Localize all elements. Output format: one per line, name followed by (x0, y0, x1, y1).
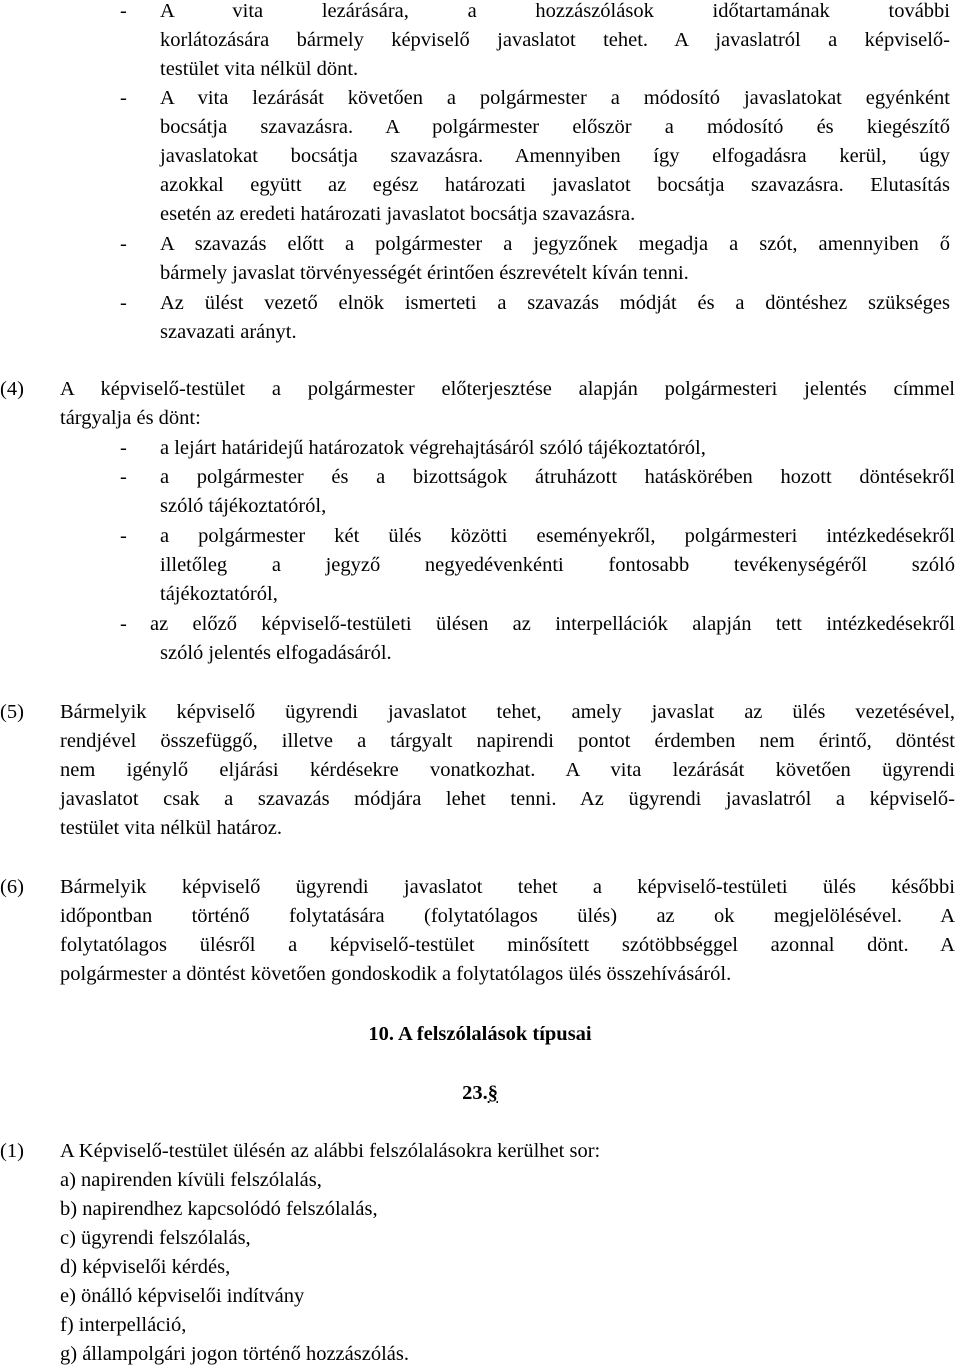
text-line: bocsátja szavazásra. A polgármester először a módosító és kiegészítő (160, 116, 950, 138)
list-item: d) képviselői kérdés, (60, 1256, 231, 1278)
paragraph-number: (5) (0, 701, 24, 723)
list-dash: - (120, 233, 127, 255)
text-line: szóló jelentés elfogadásáról. (160, 642, 392, 664)
text-line: javaslatokat bocsátja szavazásra. Amennyiben így elfogadásra kerül, úgy (160, 145, 950, 167)
text-line: szavazati arányt. (160, 321, 297, 343)
list-dash: - (120, 0, 127, 22)
list-item: a) napirenden kívüli felszólalás, (60, 1169, 322, 1191)
text-line: Bármelyik képviselő ügyrendi javaslatot tehet a képviselő-testületi ülés későbbi (60, 876, 955, 898)
section-number (0, 1079, 960, 1108)
text-line: illetőleg a jegyző negyedévenkénti fontosabb tevékenységéről szóló (160, 554, 955, 576)
text-line: polgármester a döntést követően gondoskodik a folytatólagos ülés összehívásáról. (60, 963, 732, 985)
text-line: a polgármester és a bizottságok átruházott hatáskörében hozott döntésekről (160, 466, 955, 488)
text-line: A képviselő-testület a polgármester előterjesztése alapján polgármesteri jelentés címmel (60, 378, 955, 400)
text-line: Bármelyik képviselő ügyrendi javaslatot tehet, amely javaslat az ülés vezetésével, (60, 701, 955, 723)
section-number-text: 23. (462, 1082, 488, 1104)
text-line: a polgármester két ülés közötti eseményekről, polgármesteri intézkedésekről (160, 525, 955, 547)
list-item: f) interpelláció, (60, 1314, 187, 1336)
list-item: b) napirendhez kapcsolódó felszólalás, (60, 1198, 378, 1220)
list-dash: - (120, 87, 127, 109)
text-line: azokkal együtt az egész határozati javaslatot bocsátja szavazásra. Elutasítás (160, 174, 950, 196)
text-line: javaslatot csak a szavazás módjára lehet tenni. Az ügyrendi javaslatról a képviselő- (60, 788, 955, 810)
paragraph-number: (6) (0, 876, 24, 898)
text-line: nem igénylő eljárási kérdésekre vonatkozhat. A vita lezárását követően ügyrendi (60, 759, 955, 781)
text-line: szóló tájékoztatóról, (160, 495, 327, 517)
text-line: A Képviselő-testület ülésén az alábbi felszólalásokra kerülhet sor: (60, 1140, 601, 1162)
text-line: időpontban történő folytatására (folytatólagos ülés) az ok megjelölésével. A (60, 905, 955, 927)
text-line: korlátozására bármely képviselő javaslatot tehet. A javaslatról a képviselő- (160, 29, 950, 51)
text-line: A szavazás előtt a polgármester a jegyzőnek megadja a szót, amennyiben ő (160, 233, 950, 255)
text-line: bármely javaslat törvényességét érintően észrevételt kíván tenni. (160, 262, 689, 284)
text-line: testület vita nélkül dönt. (160, 58, 359, 80)
list-dash: - (120, 292, 127, 314)
list-item: g) állampolgári jogon történő hozzászólás. (60, 1343, 409, 1365)
section-sign: § (487, 1082, 498, 1104)
text-line: folytatólagos ülésről a képviselő-testület minősített szótöbbséggel azonnal dönt. A (60, 934, 955, 956)
text-line: esetén az eredeti határozati javaslatot bocsátja szavazásra. (160, 203, 636, 225)
text-line: az előző képviselő-testületi ülésen az interpellációk alapján tett intézkedésekről (150, 613, 955, 635)
section-title: 10. A felszólalások típusai (368, 1023, 592, 1045)
list-dash: - (120, 613, 127, 635)
paragraph-number: (1) (0, 1140, 24, 1162)
text-line: tájékoztatóról, (160, 583, 278, 605)
text-line: a lejárt határidejű határozatok végrehajtásáról szóló tájékoztatóról, (160, 437, 706, 459)
text-line: testület vita nélkül határoz. (60, 817, 283, 839)
list-dash: - (120, 466, 127, 488)
list-item: c) ügyrendi felszólalás, (60, 1227, 251, 1249)
text-line: A vita lezárására, a hozzászólások időtartamának további (160, 0, 950, 22)
list-item: e) önálló képviselői indítvány (60, 1285, 305, 1307)
list-dash: - (120, 525, 127, 547)
list-dash: - (120, 437, 127, 459)
text-line: rendjével összefüggő, illetve a tárgyalt napirendi pontot érdemben nem érintő, döntést (60, 730, 955, 752)
text-line: A vita lezárását követően a polgármester a módosító javaslatokat egyénként (160, 87, 950, 109)
paragraph-number: (4) (0, 378, 24, 400)
text-line: tárgyalja és dönt: (60, 407, 201, 429)
text-line: Az ülést vezető elnök ismerteti a szavazás módját és a döntéshez szükséges (160, 292, 950, 314)
